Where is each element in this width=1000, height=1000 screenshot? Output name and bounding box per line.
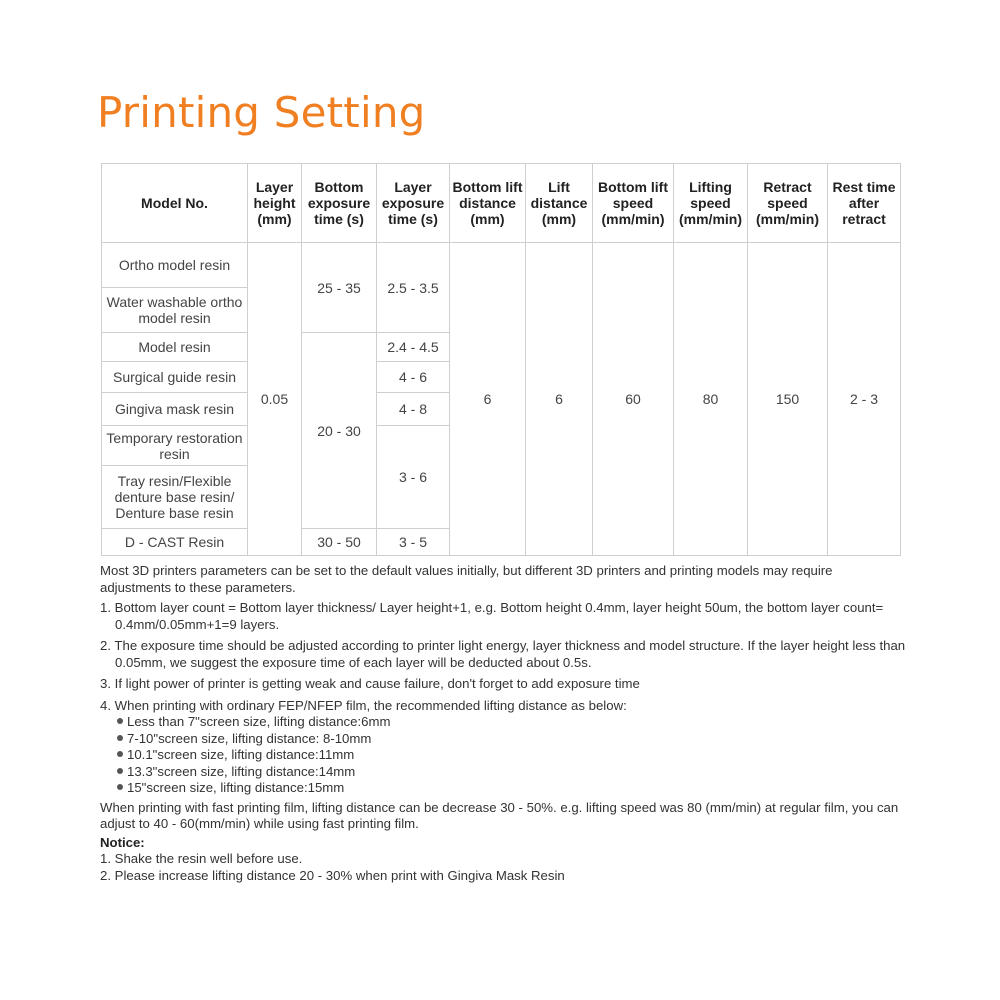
bottom-exposure-cell: 25 - 35 [302,243,377,333]
lifting-speed-cell: 80 [674,243,748,556]
list-item [117,764,906,781]
list-item-text: Less than 7"screen size, lifting distance:6mm [127,714,391,729]
printing-settings-table [101,163,901,556]
fast-film-note: When printing with fast printing film, lifting distance can be decrease 30 - 50%. e.g. lifting speed was 80 (mm/min) at regular film, you can adjust to 40 - 60(mm/min) while using fast printing film. [100,799,899,831]
layer-exposure-cell: 4 - 6 [377,362,450,393]
model-cell: Ortho model resin [102,243,248,288]
header-bottom-exposure: Bottom exposure time (s) [302,164,377,243]
header-rest-time: Rest time after retract [828,164,901,243]
list-item-text: 10.1"screen size, lifting distance:11mm [127,747,355,762]
bottom-lift-distance-cell: 6 [450,243,526,556]
list-item [117,731,906,748]
model-cell: Tray resin/Flexible denture base resin/ Denture base resin [102,466,248,529]
header-layer-exposure: Layer exposure time (s) [377,164,450,243]
notice-item: 1. Shake the resin well before use. [100,851,303,866]
layer-exposure-cell: 3 - 6 [377,426,450,529]
list-item-text: 13.3"screen size, lifting distance:14mm [127,763,356,779]
note-item: 2. The exposure time should be adjusted according to printer light energy, layer thickness and model structure. If the layer height less than 0.05mm, we suggest the exposure time of each layer will be deducted about 0.5s. [100,638,906,670]
list-item [117,780,906,797]
bullet-icon [117,784,123,790]
layer-exposure-cell: 3 - 5 [377,529,450,556]
bullet-icon [117,768,123,774]
header-model-no: Model No. [102,164,248,243]
lifting-distance-list [100,714,906,797]
list-item [117,714,906,731]
model-cell: Surgical guide resin [102,362,248,393]
model-cell: Temporary restoration resin [102,426,248,466]
bottom-lift-speed-cell: 60 [593,243,674,556]
list-item [117,747,906,764]
header-layer-height: Layer height (mm) [248,164,302,243]
table-header-row [102,164,901,243]
model-cell: D - CAST Resin [102,529,248,556]
header-bottom-lift-speed: Bottom lift speed (mm/min) [593,164,674,243]
note-item: 1. Bottom layer count = Bottom layer thickness/ Layer height+1, e.g. Bottom height 0.4mm, layer height 50um, the bottom layer count= 0.4mm/0.05mm+1=9 layers. [100,600,884,632]
lift-distance-cell: 6 [526,243,593,556]
bullet-icon [117,735,123,741]
layer-exposure-cell: 4 - 8 [377,393,450,426]
layer-exposure-cell: 2.5 - 3.5 [377,243,450,333]
bottom-exposure-cell: 20 - 30 [302,333,377,529]
layer-height-cell: 0.05 [248,243,302,556]
bullet-icon [117,751,123,757]
model-cell: Gingiva mask resin [102,393,248,426]
layer-exposure-cell: 2.4 - 4.5 [377,333,450,362]
header-bottom-lift-distance: Bottom lift distance (mm) [450,164,526,243]
notes-intro: Most 3D printers parameters can be set to the default values initially, but different 3D printers and printing models may require adjustments to these parameters. [100,563,833,595]
header-lift-distance: Lift distance (mm) [526,164,593,243]
list-item-text: 7-10"screen size, lifting distance: 8-10mm [127,730,372,746]
model-cell: Water washable ortho model resin [102,288,248,333]
header-retract-speed: Retract speed (mm/min) [748,164,828,243]
bottom-exposure-cell: 30 - 50 [302,529,377,556]
list-item-text: 15"screen size, lifting distance:15mm [127,780,345,795]
header-lifting-speed: Lifting speed (mm/min) [674,164,748,243]
notes-section [100,563,906,884]
bullet-icon [117,718,123,724]
retract-speed-cell: 150 [748,243,828,556]
notice-title: Notice: [100,834,145,850]
rest-time-cell: 2 - 3 [828,243,901,556]
page-title: Printing Setting [97,88,426,137]
note-item: 3. If light power of printer is getting weak and cause failure, don't forget to add exposure time [100,676,640,691]
notice-item: 2. Please increase lifting distance 20 - 30% when print with Gingiva Mask Resin [100,867,565,883]
model-cell: Model resin [102,333,248,362]
table-row [102,243,901,288]
note-item: 4. When printing with ordinary FEP/NFEP film, the recommended lifting distance as below: [100,697,627,713]
